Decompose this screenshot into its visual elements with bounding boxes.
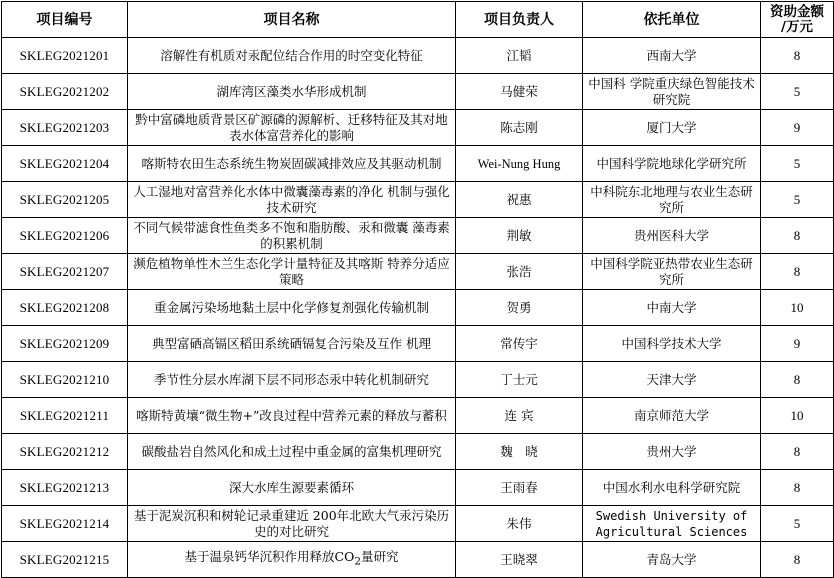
project-name: 濒危植物单性木兰生态化学计量特征及其喀斯 特养分适应策略	[128, 254, 456, 290]
project-code: SKLEG2021207	[2, 254, 128, 290]
table-row	[2, 470, 834, 506]
table-row	[2, 506, 834, 542]
header-row	[2, 2, 834, 38]
project-code: SKLEG2021215	[2, 542, 128, 578]
funding-amount: 8	[761, 542, 834, 578]
funding-amount: 5	[761, 506, 834, 542]
funding-amount: 9	[761, 326, 834, 362]
project-code: SKLEG2021202	[2, 74, 128, 110]
project-name: 喀斯特黄壤“微生物+”改良过程中营养元素的释放与蓄积	[128, 398, 456, 434]
project-leader: 陈志刚	[456, 110, 583, 146]
project-leader: Wei-Nung Hung	[456, 146, 583, 182]
host-unit: 中国科学院亚热带农业生态研究所	[583, 254, 761, 290]
host-unit: 贵州大学	[583, 434, 761, 470]
project-name: 碳酸盐岩自然风化和成土过程中重金属的富集机理研究	[128, 434, 456, 470]
project-code: SKLEG2021204	[2, 146, 128, 182]
project-name: 季节性分层水库湖下层不同形态汞中转化机制研究	[128, 362, 456, 398]
project-leader: 连 宾	[456, 398, 583, 434]
table-row	[2, 326, 834, 362]
project-name-suffix: 量研究	[360, 549, 399, 565]
project-name: 不同气候带滤食性鱼类多不饱和脂肪酸、汞和微囊 藻毒素的积累机制	[128, 218, 456, 254]
header-code: 项目编号	[2, 2, 128, 38]
project-code: SKLEG2021209	[2, 326, 128, 362]
funding-amount: 8	[761, 434, 834, 470]
host-unit: Swedish University of Agricultural Sciences	[583, 506, 761, 542]
project-code: SKLEG2021203	[2, 110, 128, 146]
host-unit: 天津大学	[583, 362, 761, 398]
table-row	[2, 38, 834, 74]
project-code: SKLEG2021210	[2, 362, 128, 398]
header-amount-line2: /万元	[781, 18, 813, 35]
funding-amount: 9	[761, 110, 834, 146]
header-amount	[761, 2, 834, 38]
project-name: 黔中富磷地质背景区矿源磷的源解析、迁移特征及其对地表水体富营养化的影响	[128, 110, 456, 146]
funding-amount: 8	[761, 470, 834, 506]
host-unit: 中国水利水电科学研究院	[583, 470, 761, 506]
funding-amount: 8	[761, 38, 834, 74]
host-unit: 中国科学技术大学	[583, 326, 761, 362]
funding-amount: 10	[761, 398, 834, 434]
project-name	[128, 542, 456, 578]
funding-amount: 5	[761, 146, 834, 182]
table-row	[2, 110, 834, 146]
table-row	[2, 74, 834, 110]
project-code: SKLEG2021201	[2, 38, 128, 74]
header-leader: 项目负责人	[456, 2, 583, 38]
host-unit: 中国科 学院重庆绿色智能技术研究院	[583, 74, 761, 110]
table-row	[2, 542, 834, 578]
project-leader: 祝惠	[456, 182, 583, 218]
project-leader: 江韬	[456, 38, 583, 74]
project-leader: 张浩	[456, 254, 583, 290]
project-leader: 魏 晓	[456, 434, 583, 470]
project-code: SKLEG2021208	[2, 290, 128, 326]
funding-amount: 10	[761, 290, 834, 326]
host-unit: 青岛大学	[583, 542, 761, 578]
project-code: SKLEG2021214	[2, 506, 128, 542]
host-unit: 中科院东北地理与农业生态研究所	[583, 182, 761, 218]
project-code: SKLEG2021206	[2, 218, 128, 254]
funding-amount: 8	[761, 254, 834, 290]
funding-amount: 8	[761, 362, 834, 398]
project-name-prefix: 基于温泉钙华沉积作用释放CO	[184, 549, 355, 565]
table-row	[2, 362, 834, 398]
header-name: 项目名称	[128, 2, 456, 38]
table-row	[2, 434, 834, 470]
project-name: 湖库湾区藻类水华形成机制	[128, 74, 456, 110]
host-unit: 西南大学	[583, 38, 761, 74]
project-leader: 朱伟	[456, 506, 583, 542]
table-row	[2, 398, 834, 434]
header-amount-line1: 资助金额	[770, 3, 824, 20]
host-unit: 中南大学	[583, 290, 761, 326]
co2-subscript: 2	[354, 555, 361, 568]
funding-amount: 8	[761, 218, 834, 254]
project-code: SKLEG2021211	[2, 398, 128, 434]
table-row	[2, 254, 834, 290]
funding-table	[1, 1, 834, 578]
header-unit: 依托单位	[583, 2, 761, 38]
project-name: 基于泥炭沉积和树轮记录重建近 200年北欧大气汞污染历史的对比研究	[128, 506, 456, 542]
project-code: SKLEG2021205	[2, 182, 128, 218]
table-row	[2, 182, 834, 218]
host-unit: 中国科学院地球化学研究所	[583, 146, 761, 182]
funding-amount: 5	[761, 74, 834, 110]
project-code: SKLEG2021213	[2, 470, 128, 506]
project-leader: 马健荣	[456, 74, 583, 110]
project-name: 典型富硒高镉区稻田系统硒镉复合污染及互作 机理	[128, 326, 456, 362]
table-row	[2, 146, 834, 182]
project-leader: 丁士元	[456, 362, 583, 398]
project-leader: 王晓翠	[456, 542, 583, 578]
project-name: 喀斯特农田生态系统生物炭固碳减排效应及其驱动机制	[128, 146, 456, 182]
table-row	[2, 218, 834, 254]
project-leader: 贺勇	[456, 290, 583, 326]
project-leader: 荆敏	[456, 218, 583, 254]
project-code: SKLEG2021212	[2, 434, 128, 470]
project-leader: 王雨春	[456, 470, 583, 506]
host-unit: 贵州医科大学	[583, 218, 761, 254]
project-name: 人工湿地对富营养化水体中微囊藻毒素的净化 机制与强化技术研究	[128, 182, 456, 218]
host-unit: 厦门大学	[583, 110, 761, 146]
project-name: 溶解性有机质对汞配位结合作用的时空变化特征	[128, 38, 456, 74]
table-row	[2, 290, 834, 326]
project-name: 深大水库生源要素循环	[128, 470, 456, 506]
project-name: 重金属污染场地黏土层中化学修复剂强化传输机制	[128, 290, 456, 326]
project-leader: 常传宇	[456, 326, 583, 362]
funding-amount: 5	[761, 182, 834, 218]
host-unit: 南京师范大学	[583, 398, 761, 434]
